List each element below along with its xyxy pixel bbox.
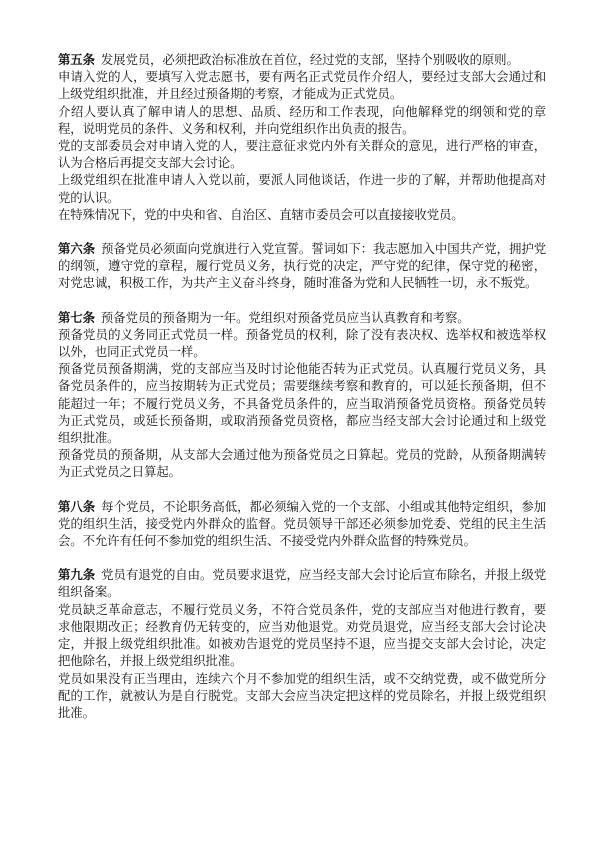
article-text: 预备党员必须面向党旗进行入党宣誓。誓词如下：我志愿加入中国共产党，拥护党的纲领，遵守党的章程，履行党员义务，执行党的决定，严守党的纪律，保守党的秘密，对党忠诚，积极工作，为共产主义奋斗终身，随时准备为党和人民牺牲一切，永不叛党。: [58, 241, 546, 291]
article-8: [58, 498, 546, 550]
article-paragraph: [58, 240, 546, 292]
article-paragraph: 党员缺乏革命意志，不履行党员义务，不符合党员条件，党的支部应当对他进行教育，要求他限期改正；经教育仍无转变的，应当劝他退党。劝党员退党，应当经支部大会讨论决定，并报上级党组织批准。如被劝告退党的党员坚持不退，应当提交支部大会讨论，决定把他除名，并报上级党组织批准。: [58, 601, 546, 669]
article-paragraph: 在特殊情况下，党的中央和省、自治区、直辖市委员会可以直接接收党员。: [58, 206, 464, 222]
article-paragraph: 上级党组织在批准申请人入党以前，要派人同他谈话，作进一步的了解，并帮助他提高对党的认识。: [58, 172, 546, 205]
article-title: 第五条: [58, 52, 95, 67]
article-6: [58, 240, 546, 292]
article-paragraph: [58, 309, 546, 326]
article-title: 第七条: [58, 309, 95, 325]
article-title: 第六条: [58, 241, 96, 257]
article-paragraph: 申请入党的人，要填写入党志愿书，要有两名正式党员作介绍人，要经过支部大会通过和上级党组织批准，并且经过预备期的考察，才能成为正式党员。: [58, 69, 546, 102]
document-page: [58, 51, 546, 738]
article-7: [58, 309, 546, 481]
article-text: 发展党员，必须把政治标准放在首位，经过党的支部，坚持个别吸收的原则。: [100, 52, 519, 67]
article-paragraph: 党员如果没有正当理由，连续六个月不参加党的组织生活，或不交纳党费，或不做党所分配的工作，就被认为是自行脱党。支部大会应当决定把这样的党员除名，并报上级党组织批准。: [58, 670, 546, 720]
article-9: [58, 566, 546, 721]
article-text: 预备党员的预备期为一年。党组织对预备党员应当认真教育和考察。: [100, 309, 470, 325]
article-text: 每个党员，不论职务高低，都必须编入党的一个支部、小组或其他特定组织，参加党的组织生活，接受党内外群众的监督。党员领导干部还必须参加党委、党组的民主生活会。不允许有任何不参加党的组织生活、不接受党内外群众监督的特殊党员。: [58, 498, 546, 549]
article-text: 党员有退党的自由。党员要求退党，应当经支部大会讨论后宣布除名，并报上级党组织备案。: [58, 567, 546, 600]
article-title: 第九条: [58, 567, 96, 583]
article-paragraph: 介绍人要认真了解申请人的思想、品质、经历和工作表现，向他解释党的纲领和党的章程，说明党员的条件、义务和权利，并向党组织作出负责的报告。: [58, 103, 546, 136]
article-paragraph: [58, 566, 546, 600]
article-paragraph: 预备党员的预备期，从支部大会通过他为预备党员之日算起。党员的党龄，从预备期满转为正式党员之日算起。: [58, 447, 546, 480]
article-paragraph: 党的支部委员会对申请入党的人，要注意征求党内外有关群众的意见，进行严格的审查，认为合格后再提交支部大会讨论。: [58, 138, 546, 171]
article-title: 第八条: [58, 498, 96, 514]
article-paragraph: [58, 51, 546, 68]
article-5: [58, 51, 546, 223]
article-paragraph: [58, 498, 546, 550]
article-paragraph: 预备党员的义务同正式党员一样。预备党员的权利，除了没有表决权、选举权和被选举权以外，也同正式党员一样。: [58, 326, 546, 360]
article-paragraph: 预备党员预备期满，党的支部应当及时讨论他能否转为正式党员。认真履行党员义务，具备党员条件的，应当按期转为正式党员；需要继续考察和教育的，可以延长预备期，但不能超过一年；不履行党员义务，不具备党员条件的，应当取消预备党员资格。预备党员转为正式党员，或延长预备期，或取消预备党员资格，都应当经支部大会讨论通过和上级党组织批准。: [58, 361, 546, 446]
